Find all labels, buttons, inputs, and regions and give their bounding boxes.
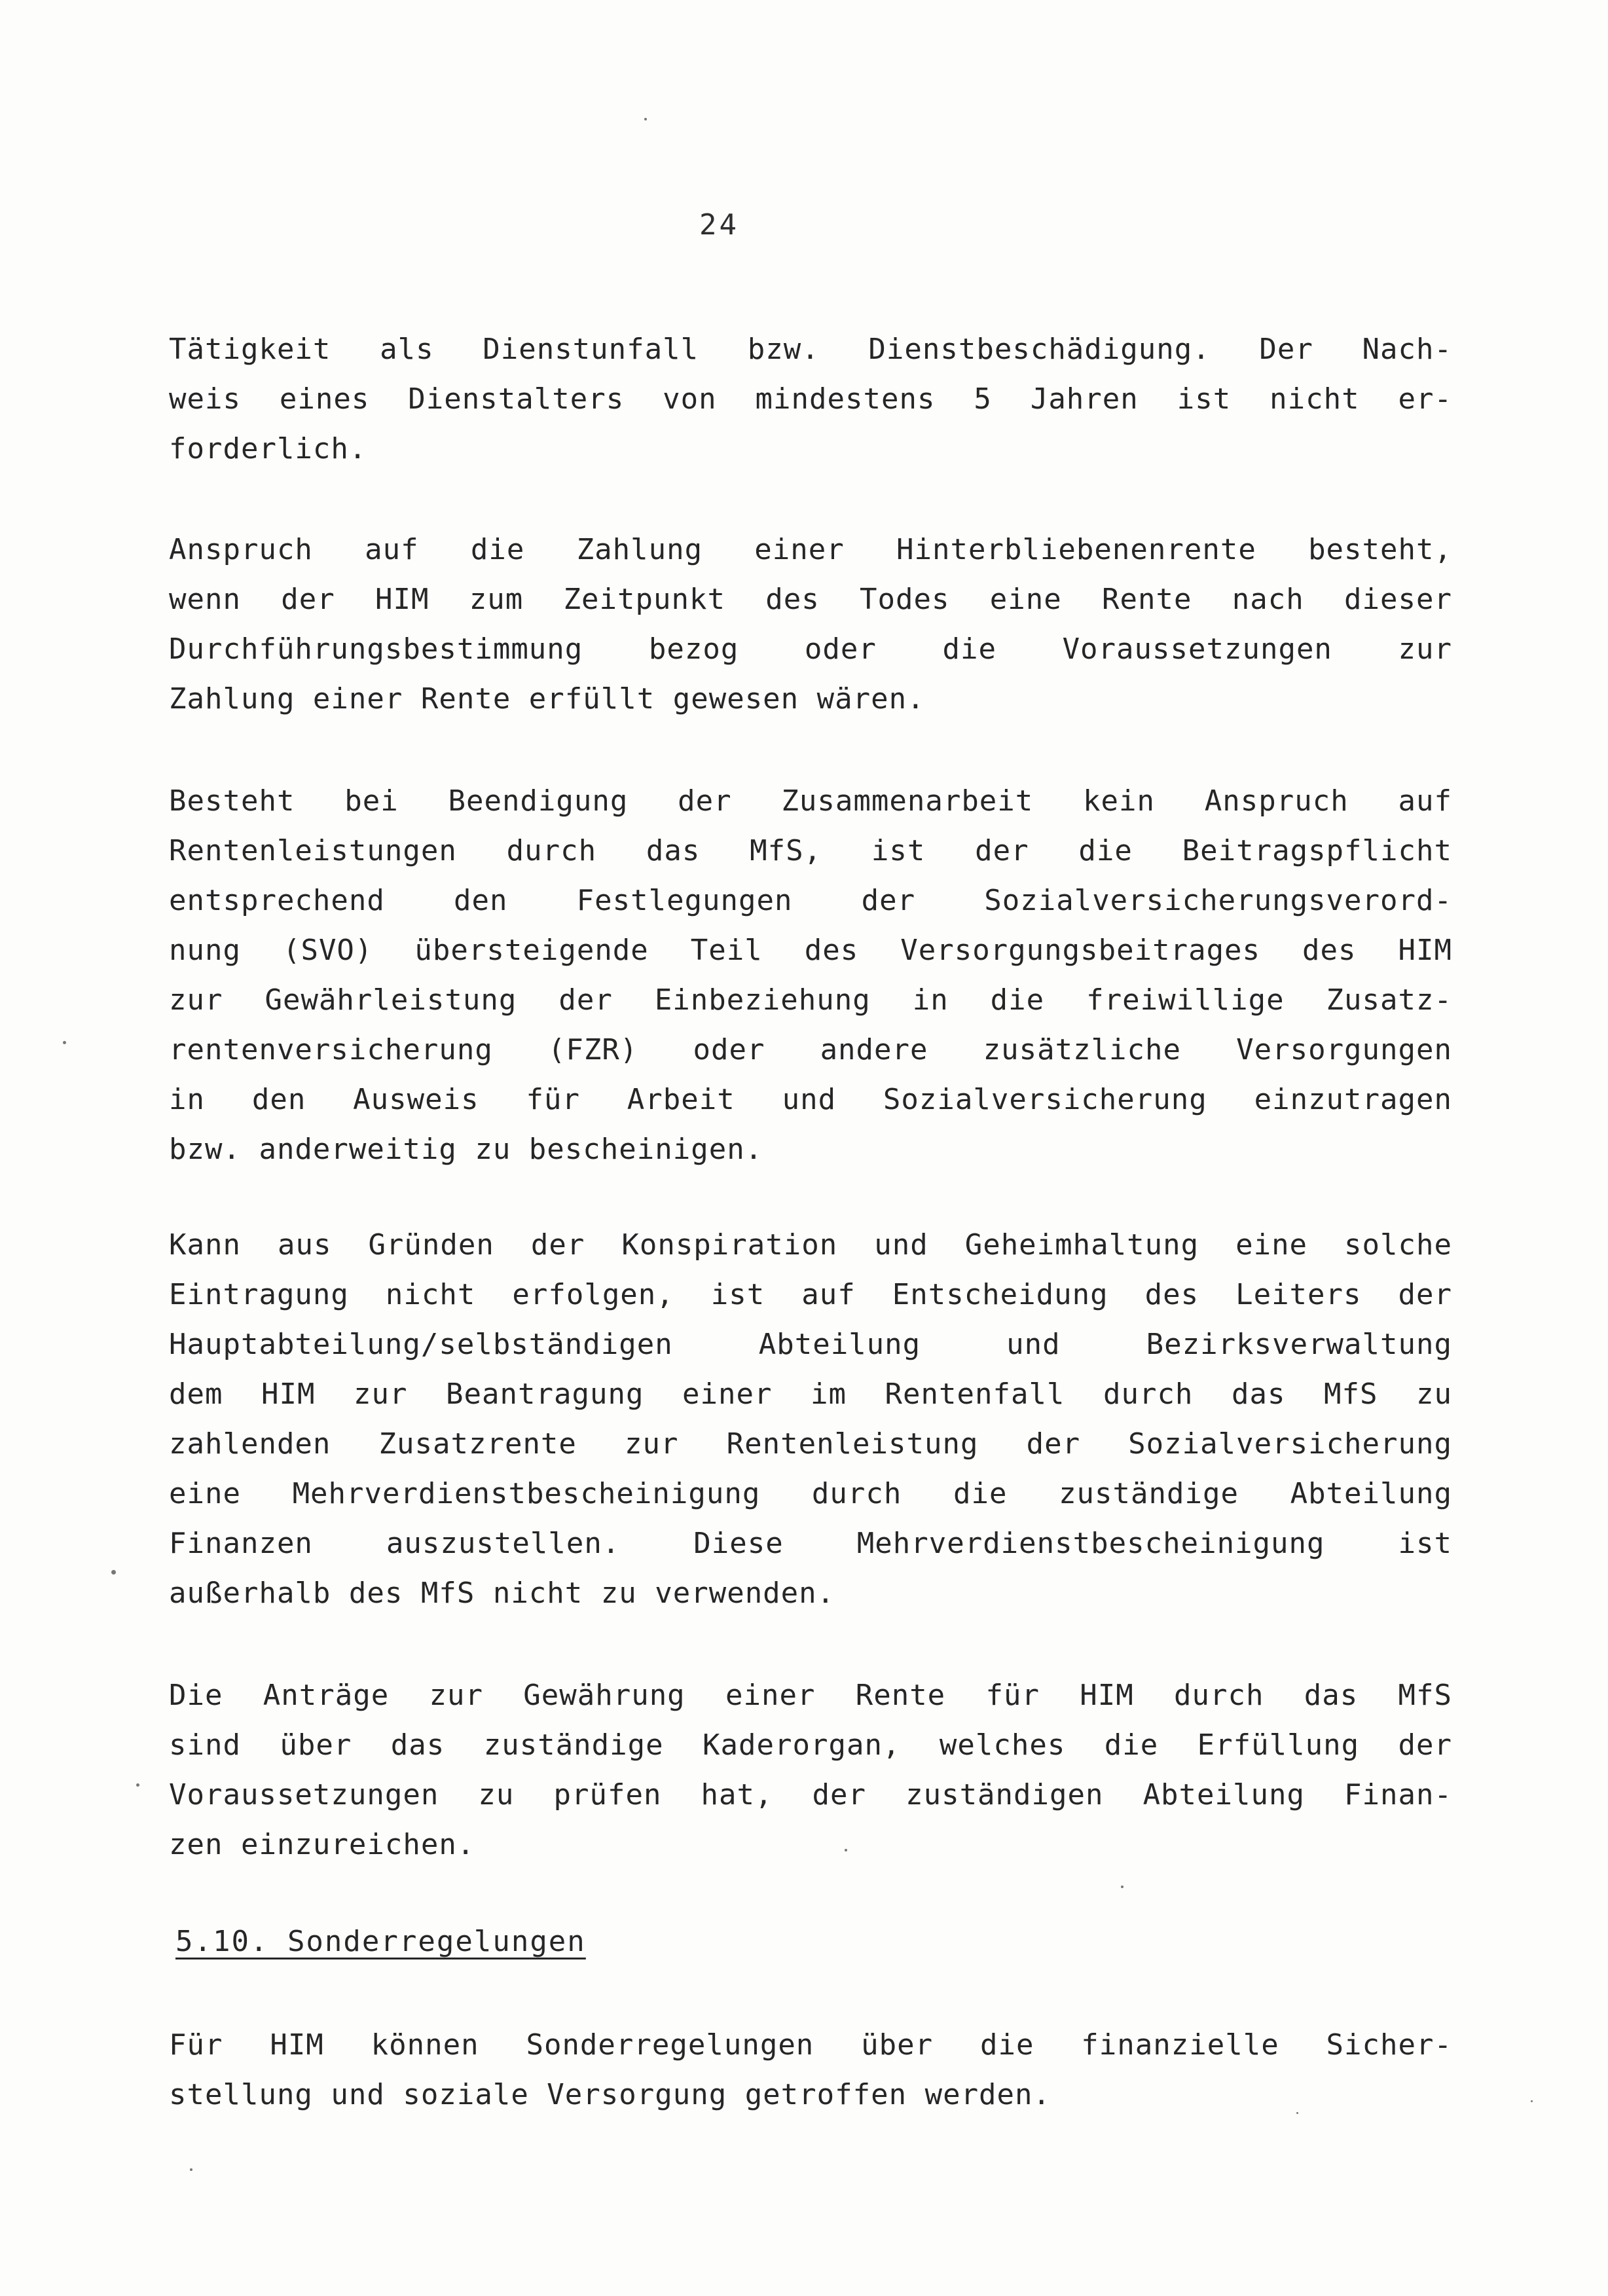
paragraph-line: Voraussetzungen zu prüfen hat, der zuständigen Abteilung Finan- — [169, 1778, 1452, 1812]
paragraph-line: bzw. anderweitig zu bescheinigen. — [169, 1133, 763, 1166]
page-number: 24 — [699, 208, 739, 242]
paragraph-line: stellung und soziale Versorgung getroffen werden. — [169, 2078, 1051, 2111]
paragraph-line: Tätigkeit als Dienstunfall bzw. Dienstbeschädigung. Der Nach- — [169, 333, 1452, 366]
paragraph-1 — [169, 325, 1452, 474]
paragraph-line: zen einzureichen. — [169, 1828, 475, 1861]
paragraph-line: entsprechend den Festlegungen der Sozialversicherungsverord- — [169, 884, 1452, 917]
paragraph-final — [169, 2020, 1452, 2120]
scan-speck — [1296, 2112, 1298, 2114]
scan-speck — [1121, 1886, 1124, 1888]
paragraph-line: außerhalb des MfS nicht zu verwenden. — [169, 1576, 835, 1610]
paragraph-line: Anspruch auf die Zahlung einer Hinterbliebenenrente besteht, — [169, 533, 1452, 566]
paragraph-line: Eintragung nicht erfolgen, ist auf Entscheidung des Leiters der — [169, 1278, 1452, 1311]
paragraph-line: sind über das zuständige Kaderorgan, welches die Erfüllung der — [169, 1728, 1452, 1762]
paragraph-5 — [169, 1671, 1452, 1870]
scan-speck — [136, 1783, 139, 1787]
scan-speck — [190, 2168, 192, 2171]
scan-speck — [1531, 2100, 1533, 2102]
paragraph-2 — [169, 525, 1452, 724]
scan-speck — [111, 1570, 116, 1575]
paragraph-3 — [169, 776, 1452, 1175]
paragraph-line: Für HIM können Sonderregelungen über die finanzielle Sicher- — [169, 2028, 1452, 2062]
paragraph-line: Durchführungsbestimmung bezog oder die Voraussetzungen zur — [169, 632, 1452, 666]
paragraph-line: Zahlung einer Rente erfüllt gewesen wären. — [169, 682, 925, 716]
paragraph-line: Finanzen auszustellen. Diese Mehrverdienstbescheinigung ist — [169, 1527, 1452, 1560]
paragraph-line: Besteht bei Beendigung der Zusammenarbeit kein Anspruch auf — [169, 784, 1452, 818]
paragraph-line: forderlich. — [169, 432, 367, 465]
section-heading: 5.10. Sonderregelungen — [175, 1925, 586, 1958]
paragraph-line: nung (SVO) übersteigende Teil des Versorgungsbeitrages des HIM — [169, 934, 1452, 967]
paragraph-4 — [169, 1220, 1452, 1618]
paragraph-line: weis eines Dienstalters von mindestens 5 Jahren ist nicht er- — [169, 382, 1452, 416]
paragraph-line: in den Ausweis für Arbeit und Sozialversicherung einzutragen — [169, 1083, 1452, 1116]
scan-speck — [644, 118, 647, 120]
paragraph-line: eine Mehrverdienstbescheinigung durch die zuständige Abteilung — [169, 1477, 1452, 1510]
scan-speck — [63, 1041, 66, 1044]
paragraph-line: Hauptabteilung/selbständigen Abteilung und Bezirksverwaltung — [169, 1328, 1452, 1361]
paragraph-line: dem HIM zur Beantragung einer im Rentenfall durch das MfS zu — [169, 1377, 1452, 1411]
paragraph-line: zahlenden Zusatzrente zur Rentenleistung der Sozialversicherung — [169, 1427, 1452, 1461]
paragraph-line: Rentenleistungen durch das MfS, ist der die Beitragspflicht — [169, 834, 1452, 867]
paragraph-line: Die Anträge zur Gewährung einer Rente für HIM durch das MfS — [169, 1679, 1452, 1712]
scan-speck — [845, 1849, 847, 1851]
paragraph-line: zur Gewährleistung der Einbeziehung in die freiwillige Zusatz- — [169, 983, 1452, 1017]
paragraph-line: rentenversicherung (FZR) oder andere zusätzliche Versorgungen — [169, 1033, 1452, 1066]
paragraph-line: Kann aus Gründen der Konspiration und Geheimhaltung eine solche — [169, 1228, 1452, 1262]
paragraph-line: wenn der HIM zum Zeitpunkt des Todes eine Rente nach dieser — [169, 583, 1452, 616]
